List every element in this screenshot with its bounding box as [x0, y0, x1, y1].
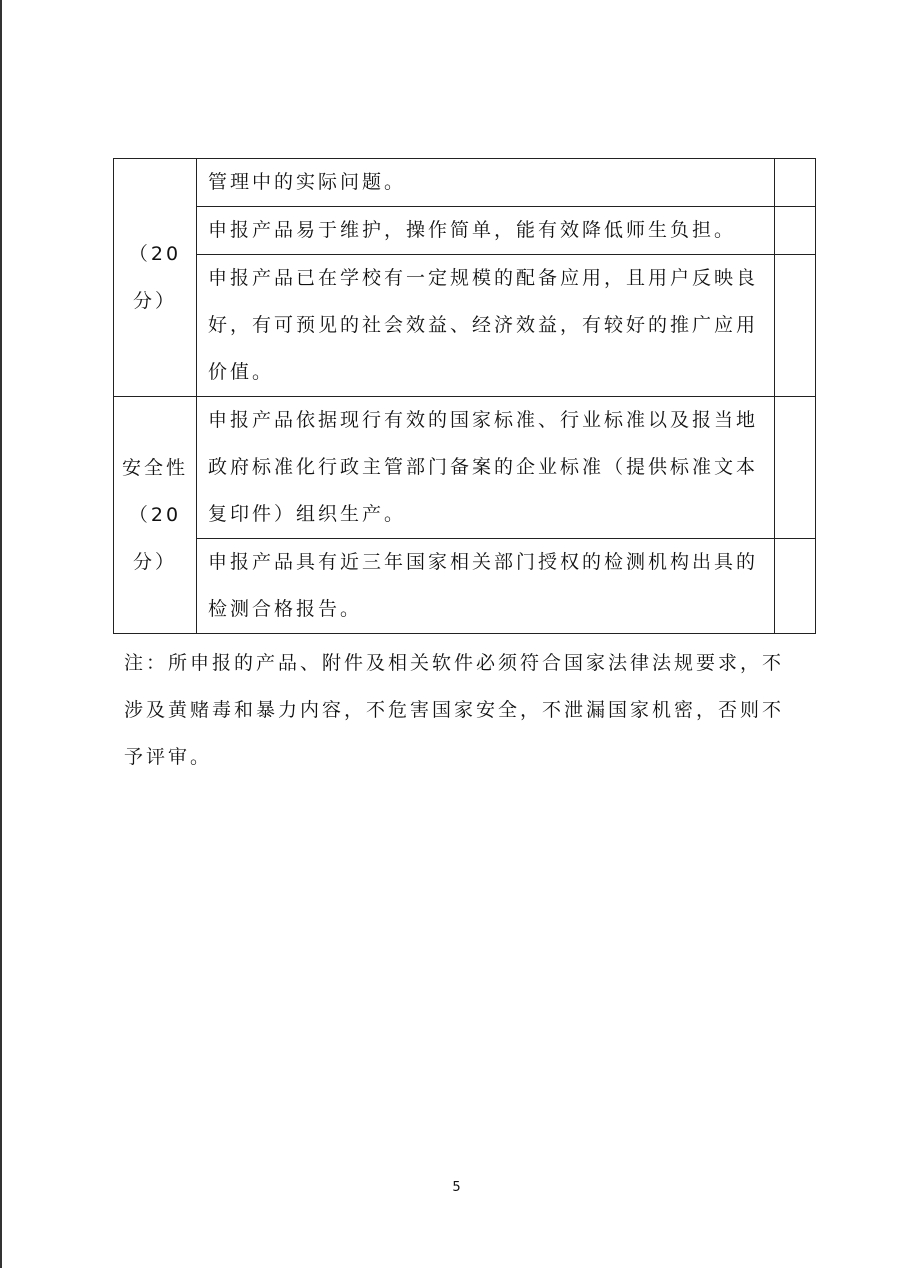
criterion-text: 管理中的实际问题。: [197, 159, 775, 207]
criteria-table: [113, 158, 816, 634]
criterion-text: 申报产品依据现行有效的国家标准、行业标准以及报当地政府标准化行政主管部门备案的企业标准（提供标准文本复印件）组织生产。: [197, 397, 775, 539]
score-cell: [775, 207, 816, 255]
criterion-text: 申报产品易于维护，操作简单，能有效降低师生负担。: [197, 207, 775, 255]
category-cell-safety: [114, 397, 197, 634]
table-row: [114, 207, 816, 255]
page-left-edge: [0, 0, 2, 1268]
table-row: [114, 397, 816, 539]
score-cell: [775, 159, 816, 207]
category-label: （20: [128, 242, 182, 265]
criterion-text: 申报产品具有近三年国家相关部门授权的检测机构出具的检测合格报告。: [197, 539, 775, 634]
score-cell: [775, 255, 816, 397]
criterion-text: 申报产品已在学校有一定规模的配备应用，且用户反映良好，有可预见的社会效益、经济效益，有较好的推广应用价值。: [197, 255, 775, 397]
category-label: 分）: [132, 550, 177, 573]
table-row: [114, 255, 816, 397]
category-cell-practicality: [114, 159, 197, 397]
category-label: （20: [128, 503, 182, 526]
category-label: 分）: [132, 289, 177, 312]
category-label: 安全性: [121, 456, 188, 479]
table-row: [114, 539, 816, 634]
footnote: 注：所申报的产品、附件及相关软件必须符合国家法律法规要求，不涉及黄赌毒和暴力内容，不危害国家安全，不泄漏国家机密，否则不予评审。: [124, 652, 785, 768]
table-row: [114, 159, 816, 207]
score-cell: [775, 539, 816, 634]
page-number: 5: [452, 1180, 461, 1195]
score-cell: [775, 397, 816, 539]
